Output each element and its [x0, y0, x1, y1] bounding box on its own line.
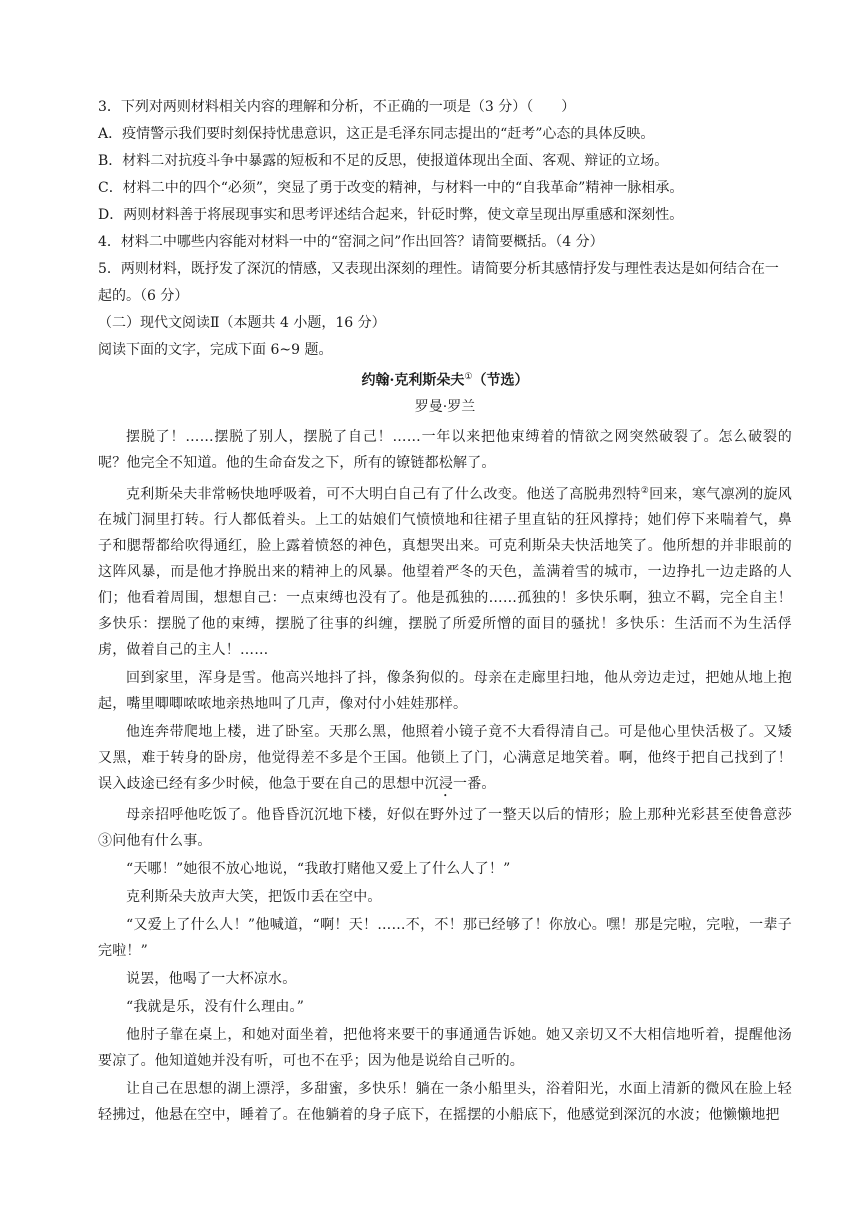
paragraph-6: “天哪！”她很不放心地说，“我敢打赌他又爱上了什么人了！” — [126, 861, 511, 878]
paragraph-4 — [98, 719, 792, 800]
question-4: 4．材料二中哪些内容能对材料一中的“窑洞之问”作出回答？请简要概括。（4 分） — [98, 234, 604, 250]
article-title-suffix: （节选） — [472, 372, 529, 389]
article-title — [98, 364, 792, 394]
paragraph-5: 母亲招呼他吃饭了。他昏昏沉沉地下楼，好似在野外过了一整天以后的情形；脸上那种光彩甚至使鲁意莎③问他有什么事。 — [98, 807, 792, 850]
option-b: B．材料二对抗疫斗争中暴露的短板和不足的反思，使报道体现出全面、客观、辩证的立场。 — [98, 153, 669, 169]
paragraph-7: 克利斯朵夫放声大笑，把饭巾丢在空中。 — [126, 889, 382, 906]
question-5: 5．两则材料，既抒发了深沉的情感，又表现出深刻的理性。请简要分析其感情抒发与理性表达是如何结合在一起的。（6 分） — [98, 261, 779, 304]
paragraph-1: 摆脱了！……摆脱了别人，摆脱了自己！……一年以来把他束缚着的情欲之网突然破裂了。怎么破裂的呢？他完全不知道。他的生命奋发之下，所有的镣链都松解了。 — [98, 428, 792, 471]
section-heading: （二）现代文阅读Ⅱ（本题共 4 小题，16 分） — [98, 315, 386, 331]
article-title-text: 约翰·克利斯朵夫 — [361, 372, 465, 389]
paragraph-2-part-a: 克利斯朵夫非常畅快地呼吸着，可不大明白自己有了什么改变。他送了高脱弗烈特 — [126, 486, 641, 503]
option-c: C．材料二中的四个“必须”，突显了勇于改变的精神，与材料一中的“自我革命”精神一脉相承。 — [98, 180, 684, 196]
paragraph-3: 回到家里，浑身是雪。他高兴地抖了抖，像条狗似的。母亲在走廊里扫地，他从旁边走过，把她从地上抱起，嘴里唧唧哝哝地亲热地叫了几声，像对付小娃娃那样。 — [98, 670, 792, 713]
paragraph-9: 说罢，他喝了一大杯凉水。 — [126, 971, 297, 988]
paragraph-8: “又爱上了什么人！”他喊道，“啊！天！……不，不！那已经够了！你放心。嘿！那是完啦，完啦，一辈子完啦！” — [98, 917, 792, 960]
paragraph-2 — [98, 478, 792, 664]
paragraph-10: “我就是乐，没有什么理由。” — [126, 999, 305, 1016]
paragraph-4-end: 一番。 — [453, 776, 496, 793]
title-footnote-mark: ① — [464, 372, 473, 382]
option-d: D．两则材料善于将展现事实和思考评述结合起来，针砭时弊，使文章呈现出厚重感和深刻性。 — [98, 207, 684, 223]
article-author: 罗曼·罗兰 — [414, 398, 476, 415]
paragraph-11: 他肘子靠在桌上，和她对面坐着，把他将来要干的事通通告诉她。她又亲切又不大相信地听着，提醒他汤要凉了。他知道她并没有听，可也不在乎；因为他是说给自己听的。 — [98, 1027, 792, 1070]
emphasized-character: 浸 — [438, 776, 454, 793]
paragraph-2-part-b: 回来，寒气凛冽的旋风在城门洞里打转。行人都低着头。上工的姑娘们气愤愤地和往裙子里直钻的狂风撑持；她们停下来喘着气，鼻子和腮帮都给吹得通红，脸上露着愤怒的神色，真想哭出来。可克利斯朵夫快活地笑了。他所想的并非眼前的这阵风暴，而是他才挣脱出来的精神上的风暴。他望着严冬的天色，盖满着雪的城市，一边挣扎一边走路的人们；他看着周围，想想自己：一点束缚也没有了。他是孤独的……孤独的！多快乐啊，独立不羁，完全自主！多快乐：摆脱了他的束缚，摆脱了往事的纠缠，摆脱了所爱所憎的面目的骚扰！多快乐：生活而不为生活俘虏，做着自己的主人！…… — [98, 486, 792, 659]
section-instruction: 阅读下面的文字，完成下面 6~9 题。 — [98, 342, 333, 358]
question-3: 3．下列对两则材料相关内容的理解和分析，不正确的一项是（3 分）（ ） — [98, 99, 576, 115]
option-a: A．疫情警示我们要时刻保持忧患意识，这正是毛泽东同志提出的“赶考”心态的具体反映。 — [98, 126, 655, 142]
paragraph-4-text: 他连奔带爬地上楼，进了卧室。天那么黑，他照着小镜子竟不大看得清自己。可是他心里快活极了。又矮又黑，难于转身的卧房，他觉得差不多是个王国。他锁上了门，心满意足地笑着。啊，他终于把自己找到了！误入歧途已经有多少时候，他急于要在自己的思想中沉 — [98, 724, 792, 793]
paragraph-12: 让自己在思想的湖上漂浮，多甜蜜，多快乐！躺在一条小船里头，浴着阳光，水面上清新的微风在脸上轻轻拂过，他悬在空中，睡着了。在他躺着的身子底下，在摇摆的小船底下，他感觉到深沉的水波；他懒懒地把 — [98, 1081, 792, 1124]
paragraph-2-footnote-mark: ② — [640, 485, 650, 496]
